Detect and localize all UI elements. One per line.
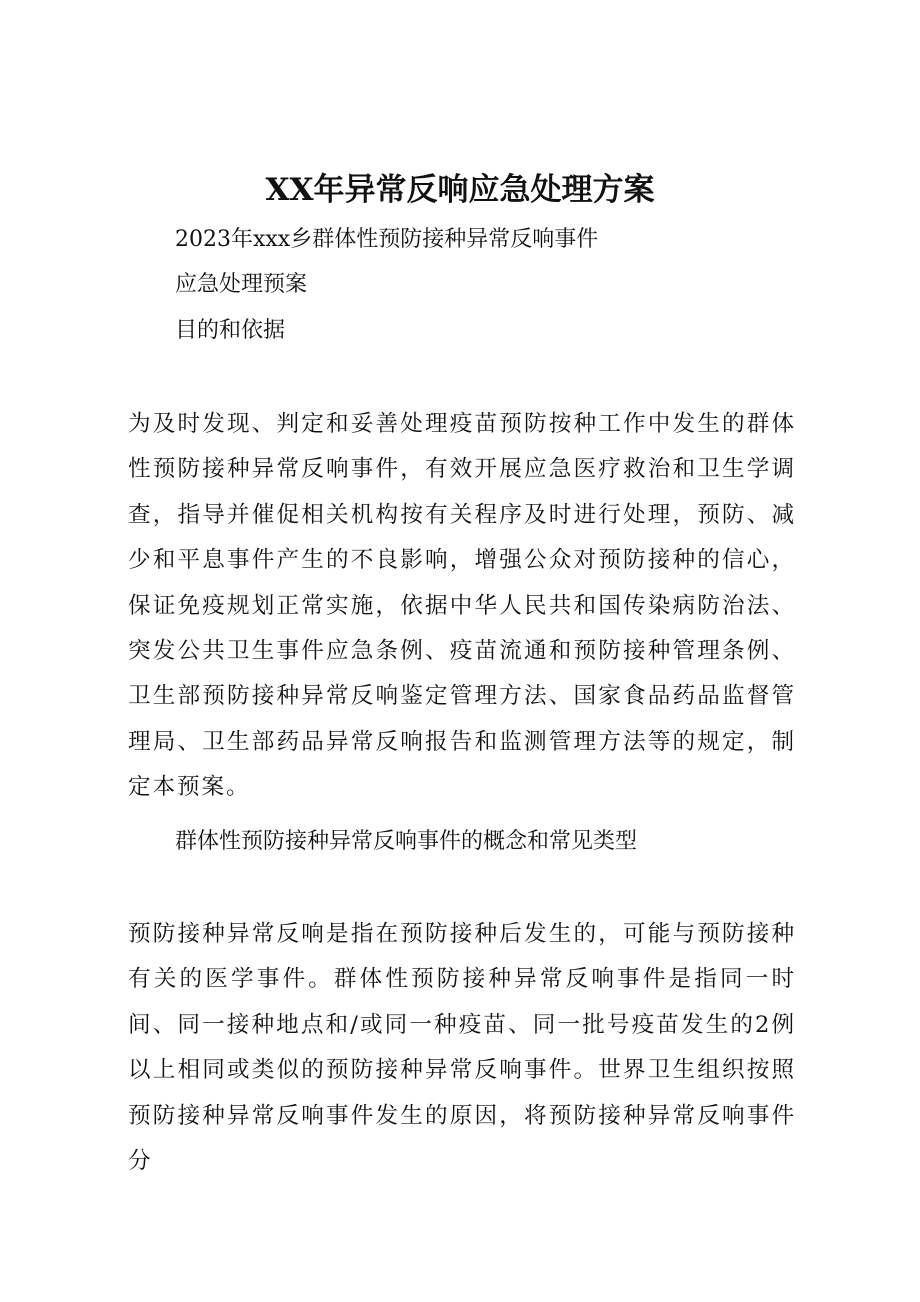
section-heading-purpose: 目的和依据 bbox=[175, 318, 286, 343]
paragraph-purpose: 为及时发现、判定和妥善处理疫苗预防按种工作中发生的群体性预防接种异常反响事件，有效开展应急医疗救治和卫生学调查，指导并催促相关机构按有关程序及时进行处理，预防、减少和平息事件产生的不良影响，增强公众对预防接种的信心，保证免疫规划正常实施，依据中华人民共和国传染病防治法、突发公共卫生事件应急条例、疫苗流通和预防接种管理条例、卫生部预防接种异常反响鉴定管理方法、国家食品药品监督管理局、卫生部药品异常反响报告和监测管理方法等的规定，制定本预案。 bbox=[128, 411, 796, 801]
document-title: XX年异常反响应急处理方案 bbox=[265, 172, 655, 208]
paragraph-concept: 预防接种异常反响是指在预防接种后发生的，可能与预防接种有关的医学事件。群体性预防接种异常反响事件是指同一时间、同一接种地点和/或同一种疫苗、同一批号疫苗发生的2例以上相同或类似的预防接种异常反响事件。世界卫生组织按照预防接种异常反响事件发生的原因，将预防接种异常反响事件分 bbox=[128, 921, 796, 1175]
subtitle-line-2: 应急处理预案 bbox=[175, 272, 308, 297]
section-heading-concept: 群体性预防接种异常反响事件的概念和常见类型 bbox=[175, 829, 638, 854]
subtitle-line-1: 2023年xxx乡群体性预防接种异常反响事件 bbox=[175, 227, 599, 252]
